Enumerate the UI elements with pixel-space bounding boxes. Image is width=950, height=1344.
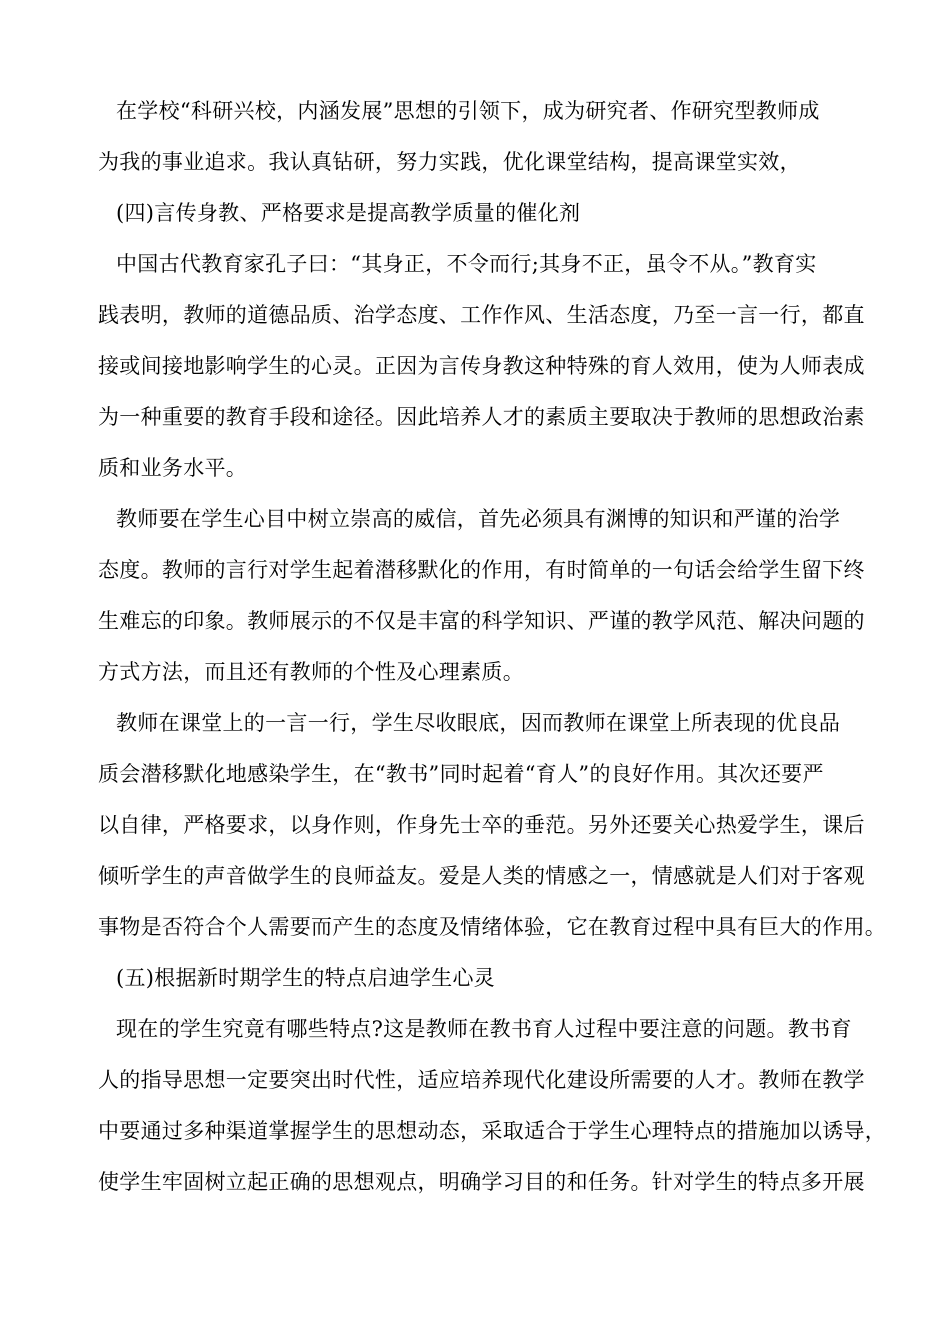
text-line: 生难忘的印象。教师展示的不仅是丰富的科学知识、严谨的教学风范、解决问题的 (98, 609, 865, 633)
text-line: 中要通过多种渠道掌握学生的思想动态，采取适合于学生心理特点的措施加以诱导， (98, 1119, 887, 1143)
text-line: 以自律，严格要求，以身作则，作身先士卒的垂范。另外还要关心热爱学生，课后 (98, 813, 865, 837)
text-line: 教师在课堂上的一言一行，学生尽收眼底，因而教师在课堂上所表现的优良品 (116, 711, 841, 735)
text-line: 为一种重要的教育手段和途径。因此培养人才的素质主要取决于教师的思想政治素 (98, 405, 865, 429)
text-line: 教师要在学生心目中树立崇高的威信，首先必须具有渊博的知识和严谨的治学 (116, 507, 841, 531)
text-line: 倾听学生的声音做学生的良师益友。爱是人类的情感之一，情感就是人们对于客观 (98, 864, 865, 888)
text-line: 人的指导思想一定要突出时代性，适应培养现代化建设所需要的人才。教师在教学 (98, 1068, 865, 1092)
text-line: 为我的事业追求。我认真钻研，努力实践，优化课堂结构，提高课堂实效， (98, 150, 801, 174)
text-line: 事物是否符合个人需要而产生的态度及情绪体验，它在教育过程中具有巨大的作用。 (98, 915, 887, 939)
text-line: 中国古代教育家孔子曰：“其身正，不令而行;其身不正，虽令不从。”教育实 (116, 252, 817, 276)
text-line: 现在的学生究竟有哪些特点?这是教师在教书育人过程中要注意的问题。教书育 (116, 1017, 852, 1041)
text-line: 在学校“科研兴校，内涵发展”思想的引领下，成为研究者、作研究型教师成 (116, 99, 820, 123)
text-line: 使学生牢固树立起正确的思想观点，明确学习目的和任务。针对学生的特点多开展 (98, 1170, 865, 1194)
text-line: 质会潜移默化地感染学生，在“教书”同时起着“育人”的良好作用。其次还要严 (98, 762, 824, 786)
section-heading: (五)根据新时期学生的特点启迪学生心灵 (116, 966, 496, 990)
text-line: 接或间接地影响学生的心灵。正因为言传身教这种特殊的育人效用，使为人师表成 (98, 354, 865, 378)
text-line: 方式方法，而且还有教师的个性及心理素质。 (98, 660, 524, 684)
section-heading: (四)言传身教、严格要求是提高教学质量的催化剂 (116, 201, 581, 225)
text-line: 态度。教师的言行对学生起着潜移默化的作用，有时简单的一句话会给学生留下终 (98, 558, 865, 582)
text-line: 质和业务水平。 (98, 456, 248, 480)
text-line: 践表明，教师的道德品质、治学态度、工作作风、生活态度，乃至一言一行，都直 (98, 303, 865, 327)
